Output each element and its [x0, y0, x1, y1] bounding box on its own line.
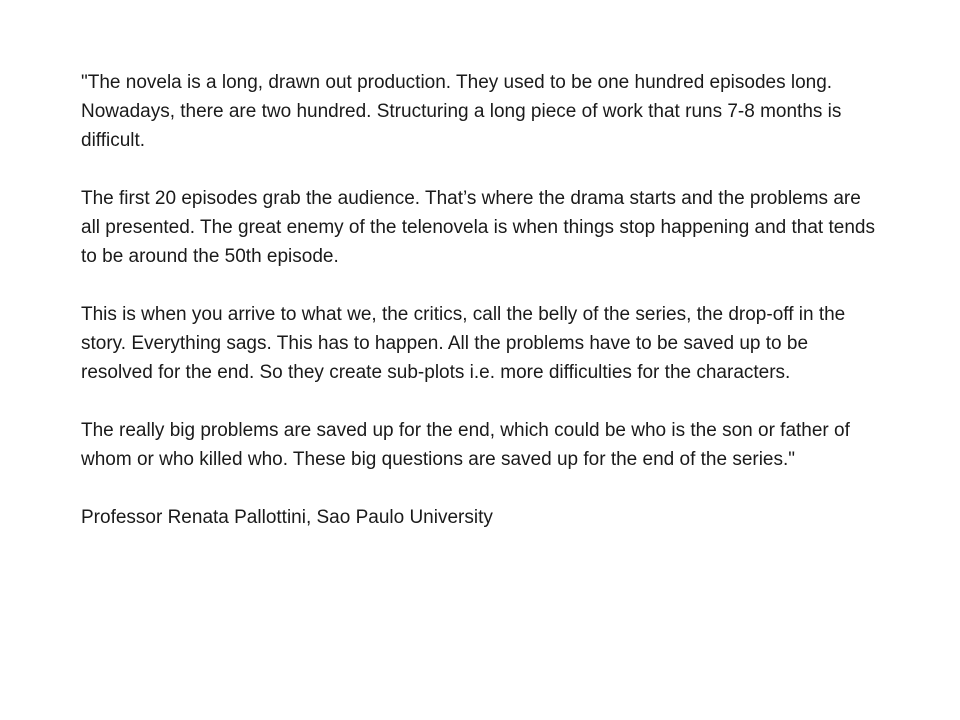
quote-text-block — [81, 68, 881, 532]
quote-paragraph-3: This is when you arrive to what we, the critics, call the belly of the series, the drop-off in the story. Everything sags. This has to happen. All the problems have to be saved up to be resolved for the end. So they create sub-plots i.e. more difficulties for the characters. — [81, 304, 846, 383]
quote-paragraph-1: "The novela is a long, drawn out production. They used to be one hundred episodes long. Nowadays, there are two hundred. Structuring a long piece of work that runs 7-8 months is difficult. — [81, 72, 842, 151]
quote-attribution: Professor Renata Pallottini, Sao Paulo University — [81, 507, 493, 528]
quote-paragraph-2: The first 20 episodes grab the audience. That’s where the drama starts and the problems are all presented. The great enemy of the telenovela is when things stop happening and that tends to be around the 50th episode. — [81, 188, 875, 267]
quote-paragraph-4: The really big problems are saved up for the end, which could be who is the son or father of whom or who killed who. These big questions are saved up for the end of the series." — [81, 420, 850, 470]
